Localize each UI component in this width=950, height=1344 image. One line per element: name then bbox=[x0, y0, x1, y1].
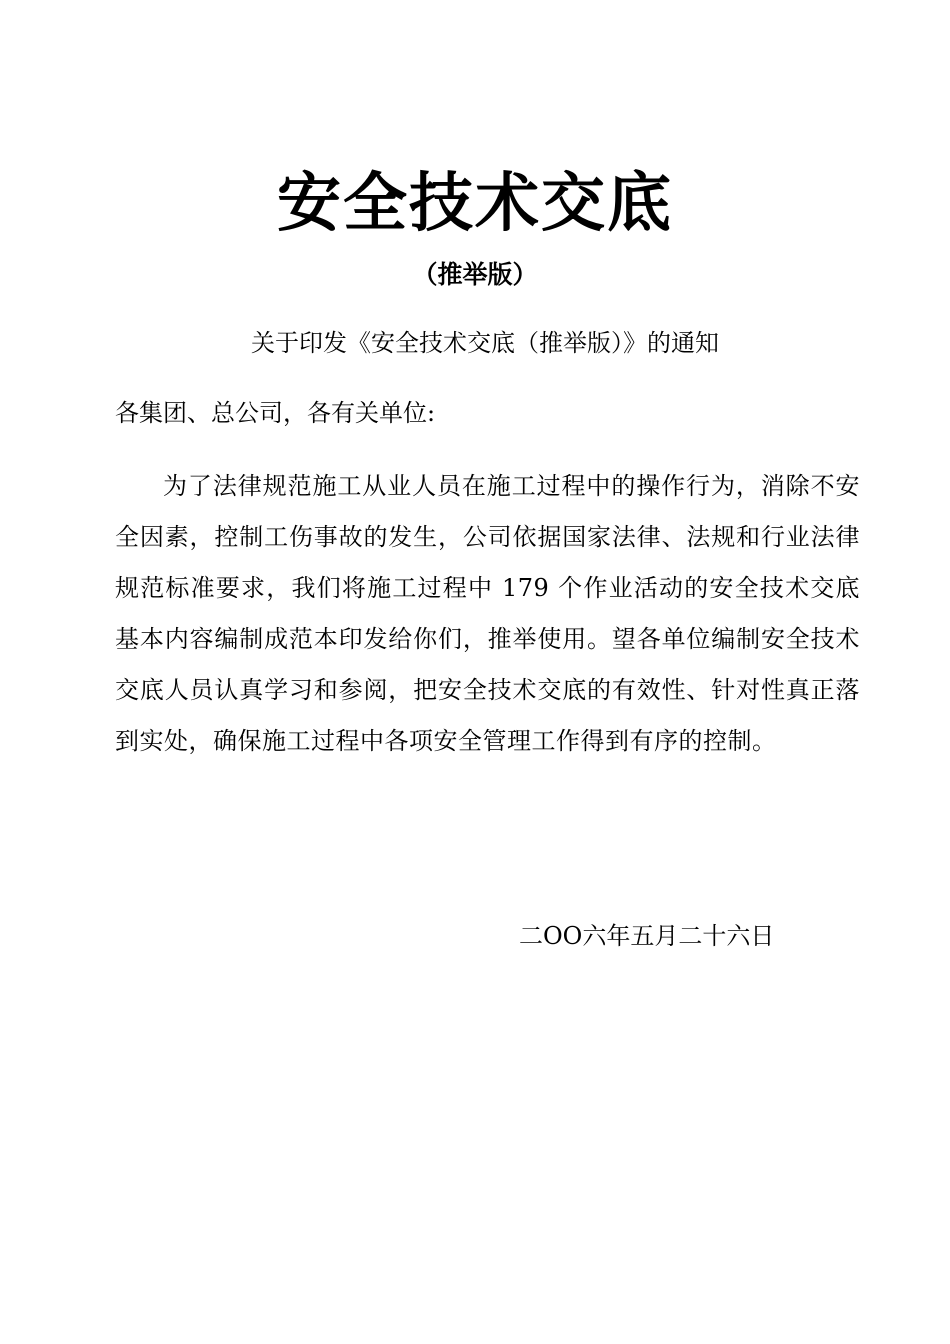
document-title: 安全技术交底 bbox=[277, 166, 673, 241]
notice-heading: 关于印发《安全技术交底（推举版）》的通知 bbox=[251, 329, 719, 357]
document-subtitle: （推举版） bbox=[412, 260, 538, 289]
body-paragraph: 为了法律规范施工从业人员在施工过程中的操作行为，消除不安全因素，控制工伤事故的发生，公司依据国家法律、法规和行业法律规范标准要求，我们将施工过程中 179 个作业活动的安全技术交底基本内容编制成范本印发给你们，推举使用。望各单位编制安全技术交底人员认真学习和参阅，把安全技术交底的有效性、针对性真正落到实处，确保施工过程中各项安全管理工作得到有序的控制。 bbox=[115, 472, 860, 755]
issue-date: 二OO六年五月二十六日 bbox=[519, 922, 775, 950]
salutation: 各集团、总公司，各有关单位: bbox=[115, 399, 436, 427]
